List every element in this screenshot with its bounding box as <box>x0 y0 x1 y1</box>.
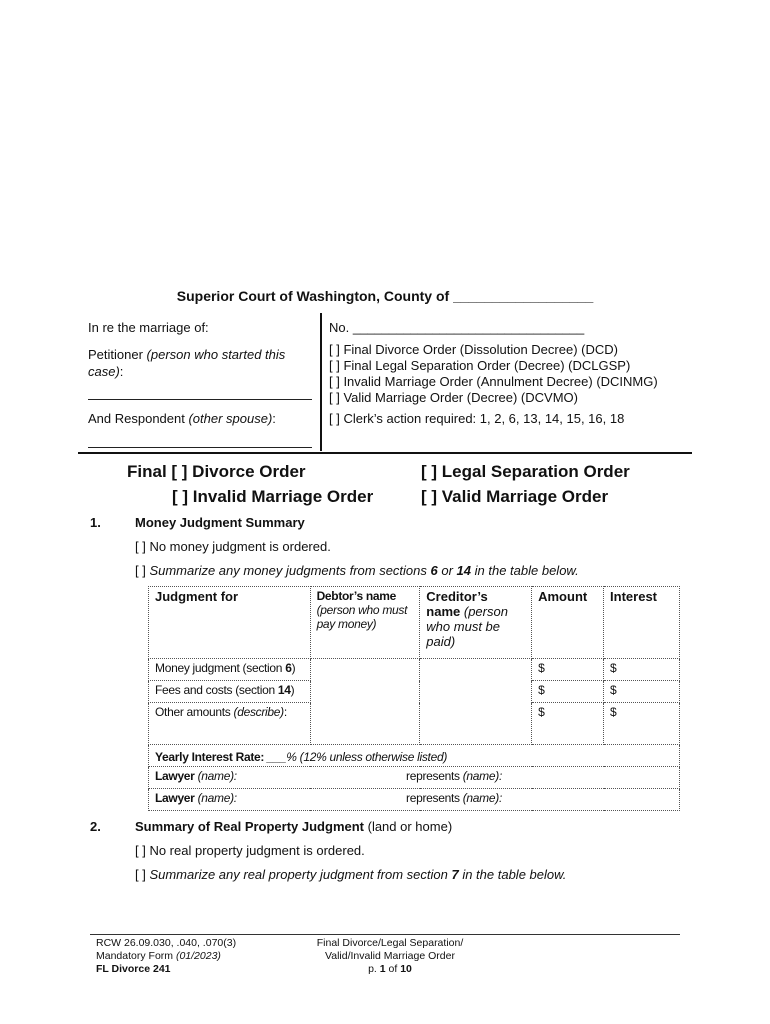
option-legal-separation[interactable]: [ ] Final Legal Separation Order (Decree) (DCLGSP) <box>329 358 631 373</box>
footer-rule <box>90 934 680 935</box>
header-amount: Amount <box>532 587 604 659</box>
footer-center: Final Divorce/Legal Separation/ Valid/Invalid Marriage Order p. 1 of 10 <box>316 937 464 975</box>
amount-cell[interactable]: $ <box>532 659 604 681</box>
case-number[interactable]: No. ________________________________ <box>329 320 585 335</box>
title-final-divorce[interactable]: Final [ ] Divorce Order <box>127 462 306 481</box>
caption-divider <box>320 313 322 451</box>
summarize-money-judgment-option[interactable]: [ ] Summarize any money judgments from sections 6 or 14 in the table below. <box>135 563 579 578</box>
yearly-interest-row[interactable] <box>149 745 680 767</box>
option-invalid-marriage[interactable]: [ ] Invalid Marriage Order (Annulment Decree) (DCINMG) <box>329 374 658 389</box>
in-re-label: In re the marriage of: <box>88 320 209 335</box>
respondent-label: And Respondent (other spouse): <box>88 411 276 426</box>
section-2-title: Summary of Real Property Judgment (land or home) <box>135 819 453 834</box>
lawyer-row[interactable] <box>149 767 680 789</box>
header-creditor: Creditor’s name (person who must be paid) <box>420 587 532 659</box>
table-row <box>149 703 680 745</box>
section-1-title: Money Judgment Summary <box>135 515 305 530</box>
petitioner-name-line[interactable] <box>88 399 312 400</box>
title-legal-separation[interactable]: [ ] Legal Separation Order <box>421 462 630 481</box>
summarize-real-property-option[interactable]: [ ] Summarize any real property judgment from section 7 in the table below. <box>135 867 567 882</box>
petitioner-label: Petitioner (person who started this case): <box>88 347 286 379</box>
debtor-cell[interactable] <box>310 659 420 681</box>
money-judgment-table <box>148 586 680 811</box>
title-valid-marriage[interactable]: [ ] Valid Marriage Order <box>421 487 609 506</box>
interest-cell[interactable]: $ <box>604 703 680 745</box>
row-label-money-judgment: Money judgment (section 6) <box>149 659 311 681</box>
interest-cell[interactable]: $ <box>604 659 680 681</box>
section-1-number: 1. <box>90 515 101 530</box>
table-row <box>149 681 680 703</box>
no-real-property-option[interactable]: [ ] No real property judgment is ordered. <box>135 843 365 858</box>
yearly-interest-rate[interactable]: Yearly Interest Rate: ___% (12% unless otherwise listed) <box>149 745 680 767</box>
table-row <box>149 659 680 681</box>
footer-left: RCW 26.09.030, .040, .070(3) Mandatory Form (01/2023) FL Divorce 241 <box>96 937 237 975</box>
court-title: Superior Court of Washington, County of __________________ <box>176 288 594 304</box>
row-label-fees-costs: Fees and costs (section 14) <box>149 681 311 703</box>
section-2-number: 2. <box>90 819 101 834</box>
header-debtor: Debtor’s name (person who must pay money) <box>310 587 420 659</box>
lawyer-line-2[interactable]: Lawyer (name): represents (name): <box>149 789 680 811</box>
creditor-cell[interactable] <box>420 703 532 745</box>
interest-cell[interactable]: $ <box>604 681 680 703</box>
no-money-judgment-option[interactable]: [ ] No money judgment is ordered. <box>135 539 331 554</box>
caption-rule <box>78 452 692 454</box>
option-valid-marriage[interactable]: [ ] Valid Marriage Order (Decree) (DCVMO) <box>329 390 578 405</box>
creditor-cell[interactable] <box>420 659 532 681</box>
respondent-name-line[interactable] <box>88 447 312 448</box>
option-final-divorce[interactable]: [ ] Final Divorce Order (Dissolution Decree) (DCD) <box>329 342 618 357</box>
creditor-cell[interactable] <box>420 681 532 703</box>
amount-cell[interactable]: $ <box>532 681 604 703</box>
header-interest: Interest <box>604 587 680 659</box>
title-invalid-marriage[interactable]: [ ] Invalid Marriage Order <box>172 487 374 506</box>
row-label-other-amounts: Other amounts (describe): <box>149 703 311 745</box>
debtor-cell[interactable] <box>310 681 420 703</box>
debtor-cell[interactable] <box>310 703 420 745</box>
lawyer-row[interactable] <box>149 789 680 811</box>
header-judgment-for: Judgment for <box>149 587 311 659</box>
option-clerk-action[interactable]: [ ] Clerk’s action required: 1, 2, 6, 13, 14, 15, 16, 18 <box>329 411 625 426</box>
amount-cell[interactable]: $ <box>532 703 604 745</box>
table-header-row <box>149 587 680 659</box>
lawyer-line-1[interactable]: Lawyer (name): represents (name): <box>149 767 680 789</box>
